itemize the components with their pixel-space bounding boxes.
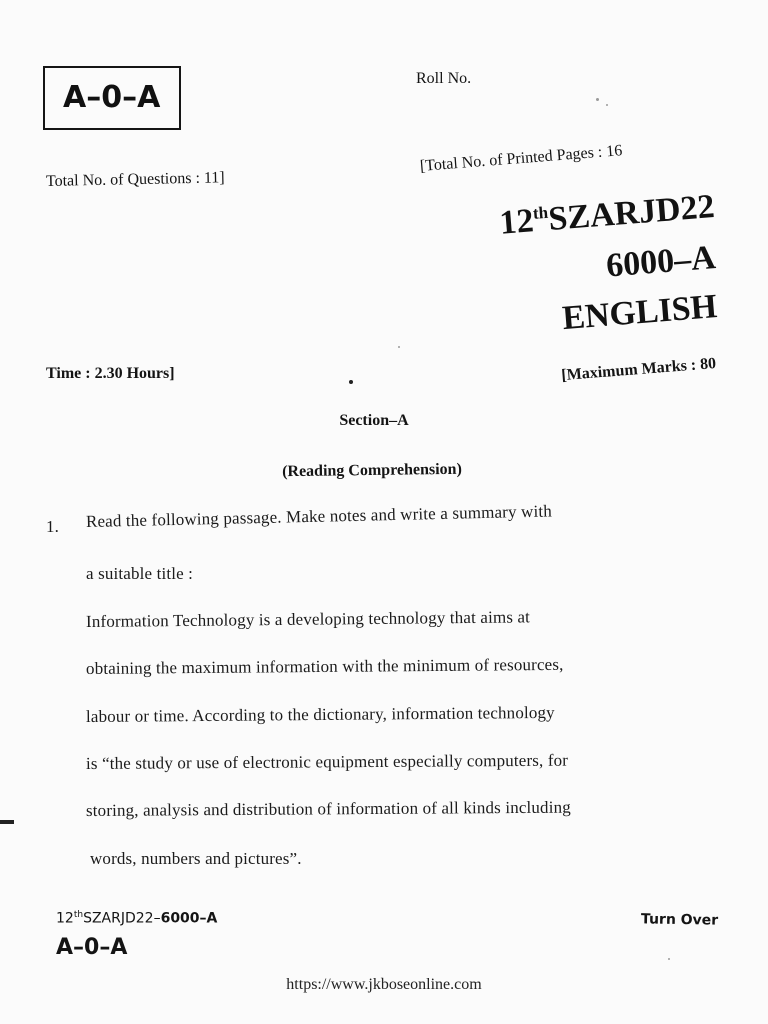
margin-mark — [0, 820, 14, 824]
footer-code-middle: SZARJD22– — [83, 910, 161, 927]
paper-code-box-text: A–0–A — [63, 80, 161, 115]
ink-dot — [349, 380, 353, 384]
passage-line-5: storing, analysis and distribution of information of all kinds including — [85, 797, 571, 820]
subject-title: ENGLISH — [561, 288, 719, 338]
paper-code-number: 12 — [497, 202, 535, 242]
total-pages: [Total No. of Printed Pages : 16 — [419, 142, 623, 175]
footer-code-prefix: 12 — [56, 910, 74, 927]
question-instruction-line-1: Read the following passage. Make notes and write a summary with — [85, 501, 553, 531]
paper-code-superscript: th — [531, 202, 549, 223]
scan-speck — [606, 104, 608, 106]
source-url: https://www.jkboseonline.com — [286, 976, 482, 993]
footer-code-superscript: th — [73, 910, 84, 920]
passage-line-4: is “the study or use of electronic equipment especially computers, for — [85, 750, 569, 773]
paper-code-rest: SZARJD22 — [546, 188, 716, 238]
roll-no-label: Roll No. — [416, 70, 472, 87]
question-instruction-line-2: a suitable title : — [86, 564, 194, 583]
turn-over-label: Turn Over — [640, 911, 719, 929]
total-questions: Total No. of Questions : 11] — [45, 169, 225, 190]
scan-speck — [596, 98, 599, 101]
footer-code-bold: 6000–A — [160, 910, 218, 927]
paper-number: 6000–A — [605, 239, 718, 285]
footer-code-large: A–0–A — [56, 935, 128, 960]
section-title: Section–A — [339, 412, 409, 429]
exam-duration: Time : 2.30 Hours] — [46, 365, 175, 382]
paper-code-box — [43, 66, 181, 130]
passage-line-1: Information Technology is a developing technology that aims at — [85, 607, 531, 631]
section-subtitle: (Reading Comprehension) — [282, 460, 462, 481]
paper-code-heading — [498, 188, 716, 243]
scan-speck — [398, 346, 400, 348]
question-number: 1. — [46, 517, 60, 536]
passage-line-2: obtaining the maximum information with the minimum of resources, — [85, 654, 564, 678]
maximum-marks: [Maximum Marks : 80 — [560, 355, 717, 385]
footer-paper-code — [56, 910, 217, 927]
scan-speck — [668, 958, 670, 960]
passage-line-6: words, numbers and pictures”. — [90, 849, 302, 868]
passage-line-3: labour or time. According to the dictionary, information technology — [85, 702, 555, 726]
